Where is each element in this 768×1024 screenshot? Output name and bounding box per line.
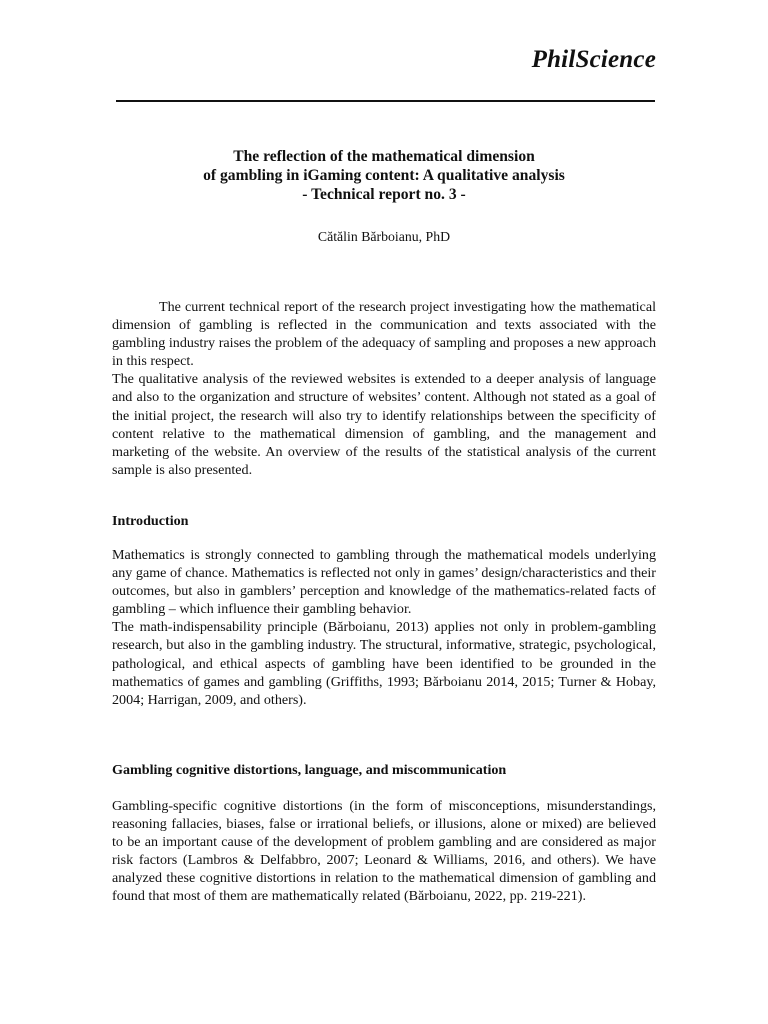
title-line-3: - Technical report no. 3 - — [302, 186, 466, 203]
abstract-paragraph-1: The current technical report of the research project investigating how the mathematical dimension of gambling is reflected in the communication and texts associated with the gambling industry raises the problem of the adequacy of sampling and proposes a new approach in this respect. — [112, 299, 656, 370]
abstract-paragraph-2: The qualitative analysis of the reviewed websites is extended to a deeper analysis of language and also to the organization and structure of websites’ content. Although not stated as a goal of the initial project, the research will also try to identify relationships between the specificity of content relative to the mathematical dimension of gambling, and the management and marketing of the website. An overview of the results of the statistical analysis of the current sample is also presented. — [112, 371, 656, 478]
introduction-paragraph-1: Mathematics is strongly connected to gambling through the mathematical models underlying any game of chance. Mathematics is reflected not only in games’ design/characteristics and their outcomes, but also in gamblers’ perception and knowledge of the mathematics-related facts of gambling – which influence their gambling behavior. — [112, 547, 656, 618]
abstract — [112, 298, 656, 479]
journal-name: PhilScience — [531, 46, 656, 73]
introduction-body — [112, 546, 656, 709]
introduction-heading: Introduction — [112, 513, 189, 529]
paper-title — [112, 147, 656, 204]
introduction-paragraph-2: The math-indispensability principle (Bărboianu, 2013) applies not only in problem-gambling research, but also in the gambling industry. The structural, informative, strategic, psychological, pathological, and ethical aspects of gambling have been identified to be grounded in the mathematics of games and gambling (Griffiths, 1993; Bărboianu 2014, 2015; Turner & Hobay, 2004; Harrigan, 2009, and others). — [112, 619, 656, 708]
cognitive-distortions-paragraph-1: Gambling-specific cognitive distortions (in the form of misconceptions, misunderstandings, reasoning fallacies, biases, false or irrational beliefs, or illusions, alone or mixed) are believed to be an important cause of the development of problem gambling and are considered as major risk factors (Lambros & Delfabbro, 2007; Leonard & Williams, 2016, and others). We have analyzed these cognitive distortions in relation to the mathematical dimension of gambling and found that most of them are mathematically related (Bărboianu, 2022, pp. 219-221). — [112, 798, 656, 905]
header-rule — [116, 100, 655, 102]
title-line-1: The reflection of the mathematical dimension — [233, 148, 535, 165]
section-heading-cognitive-distortions: Gambling cognitive distortions, language, and miscommunication — [112, 762, 507, 778]
cognitive-distortions-body — [112, 797, 656, 906]
title-line-2: of gambling in iGaming content: A qualitative analysis — [203, 167, 565, 184]
author-name: Cătălin Bărboianu, PhD — [317, 229, 451, 244]
